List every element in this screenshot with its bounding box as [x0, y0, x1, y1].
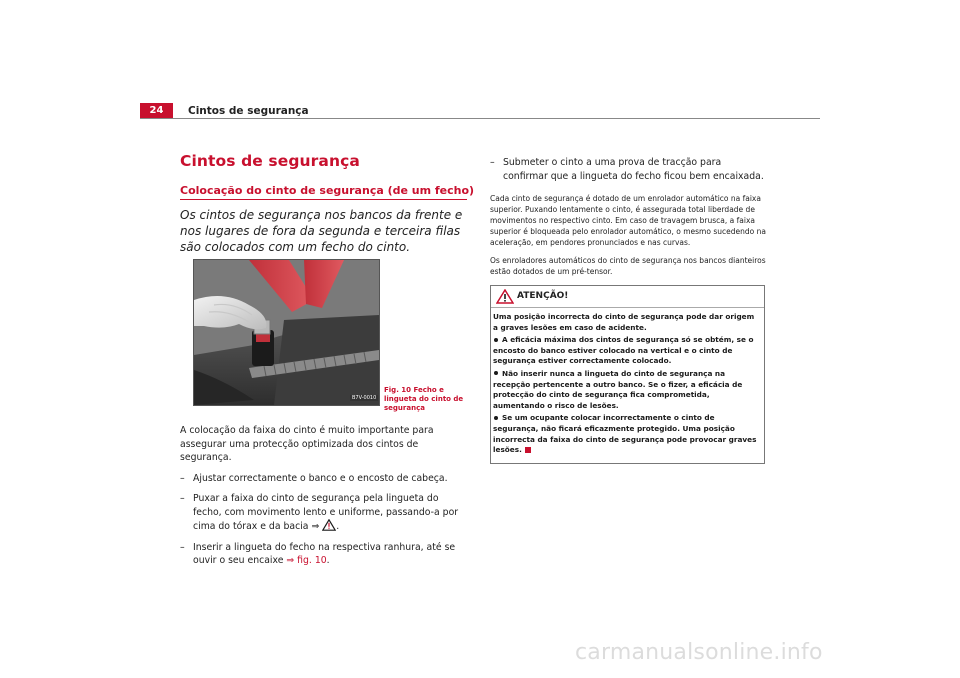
step-suffix: .	[326, 555, 330, 566]
section-title: Colocação do cinto de segurança (de um fecho)	[180, 184, 475, 197]
step-item	[180, 492, 470, 534]
step-text-container	[193, 541, 470, 568]
warning-bullet-text: Se um ocupante colocar incorrectamente o cinto de segurança, não ficará eficazmente protegido. Uma posição incorrecta da faixa do cinto de segurança pode provocar graves lesões.	[493, 413, 757, 455]
warning-triangle-icon	[322, 519, 336, 531]
step-dash: –	[180, 493, 185, 504]
bullet-icon	[494, 338, 498, 342]
warning-lead: Uma posição incorrecta do cinto de segurança pode dar origem a graves lesões em caso de acidente.	[493, 312, 755, 332]
step-item	[180, 472, 470, 486]
header-rule	[140, 118, 820, 119]
step-item	[180, 541, 470, 568]
step-suffix: .	[336, 521, 340, 532]
warning-bullet-text: Não inserir nunca a lingueta do cinto de segurança na recepção pertencente a outro banco. Se o fizer, a eficácia de protecção do cinto de segurança fica comprometida, aumentando o risco de lesões.	[493, 368, 743, 410]
warning-header	[491, 286, 764, 308]
left-body	[180, 424, 470, 575]
warning-box	[490, 285, 765, 464]
step-dash: –	[180, 472, 185, 484]
seatbelt-photo	[193, 259, 380, 406]
intro-text: Os cintos de segurança nos bancos da frente e nos lugares de fora da segunda e terceira filas são colocados com um fecho do cinto.	[180, 208, 463, 254]
warning-bullet	[493, 369, 760, 411]
figure-ref-link[interactable]: ⇒ fig. 10	[286, 555, 327, 566]
figure-caption: Fig. 10 Fecho e lingueta do cinto de segurança	[384, 386, 464, 412]
bullet-icon	[494, 371, 498, 375]
step-dash: –	[180, 541, 185, 553]
step-text: Submeter o cinto a uma prova de tracção para confirmar que a lingueta do fecho ficou bem encaixada.	[503, 157, 764, 182]
warning-bullet	[493, 413, 760, 455]
section-rule	[180, 199, 467, 200]
warning-bullet-text: A eficácia máxima dos cintos de segurança só se obtém, se o encosto do banco estiver colocado na vertical e o cinto de segurança estiver correctamente colocado.	[493, 335, 754, 366]
page-title: Cintos de segurança	[180, 152, 360, 170]
warning-bullet	[493, 335, 760, 367]
step-text-container	[193, 492, 470, 534]
figure-code: B7V-0010	[352, 395, 377, 401]
step-text: Puxar a faixa do cinto de segurança pela lingueta do fecho, com movimento lento e uniforme, passando-a por cima do tórax e da bacia	[193, 493, 459, 532]
header-title: Cintos de segurança	[188, 105, 309, 117]
step-item	[490, 156, 768, 183]
right-column	[490, 156, 768, 277]
end-of-section-icon	[525, 447, 531, 453]
info-paragraph: Cada cinto de segurança é dotado de um enrolador automático na faixa superior. Puxando lentamente o cinto, é assegurada total liberdade de movimentos no respectivo cinto. Em caso de travagem brusca, a faixa superior é bloqueada pelo enrolador automático, o mesmo sucedendo na aceleração, em pendores pronunciados e nas curvas.	[490, 194, 766, 247]
step-text: Ajustar correctamente o banco e o encosto de cabeça.	[193, 472, 448, 484]
seatbelt-illustration	[194, 260, 379, 405]
info-paragraph: Os enroladores automáticos do cinto de segurança nos bancos dianteiros estão dotados de um pré-tensor.	[490, 256, 766, 276]
warning-title: ATENÇÃO!	[517, 291, 569, 301]
step-text: Inserir a lingueta do fecho na respectiva ranhura, até se ouvir o seu encaixe	[193, 541, 456, 566]
ref-arrow: ⇒	[311, 521, 320, 532]
page-number: 24	[149, 105, 164, 116]
body-paragraph: A colocação da faixa do cinto é muito importante para assegurar uma protecção optimizada dos cintos de segurança.	[180, 425, 434, 463]
warning-ref-link[interactable]	[311, 521, 336, 532]
watermark: carmanualsonline.info	[575, 640, 823, 665]
bullet-icon	[494, 416, 498, 420]
warning-triangle-icon	[496, 289, 514, 304]
step-dash: –	[490, 157, 495, 168]
warning-body	[491, 308, 764, 463]
